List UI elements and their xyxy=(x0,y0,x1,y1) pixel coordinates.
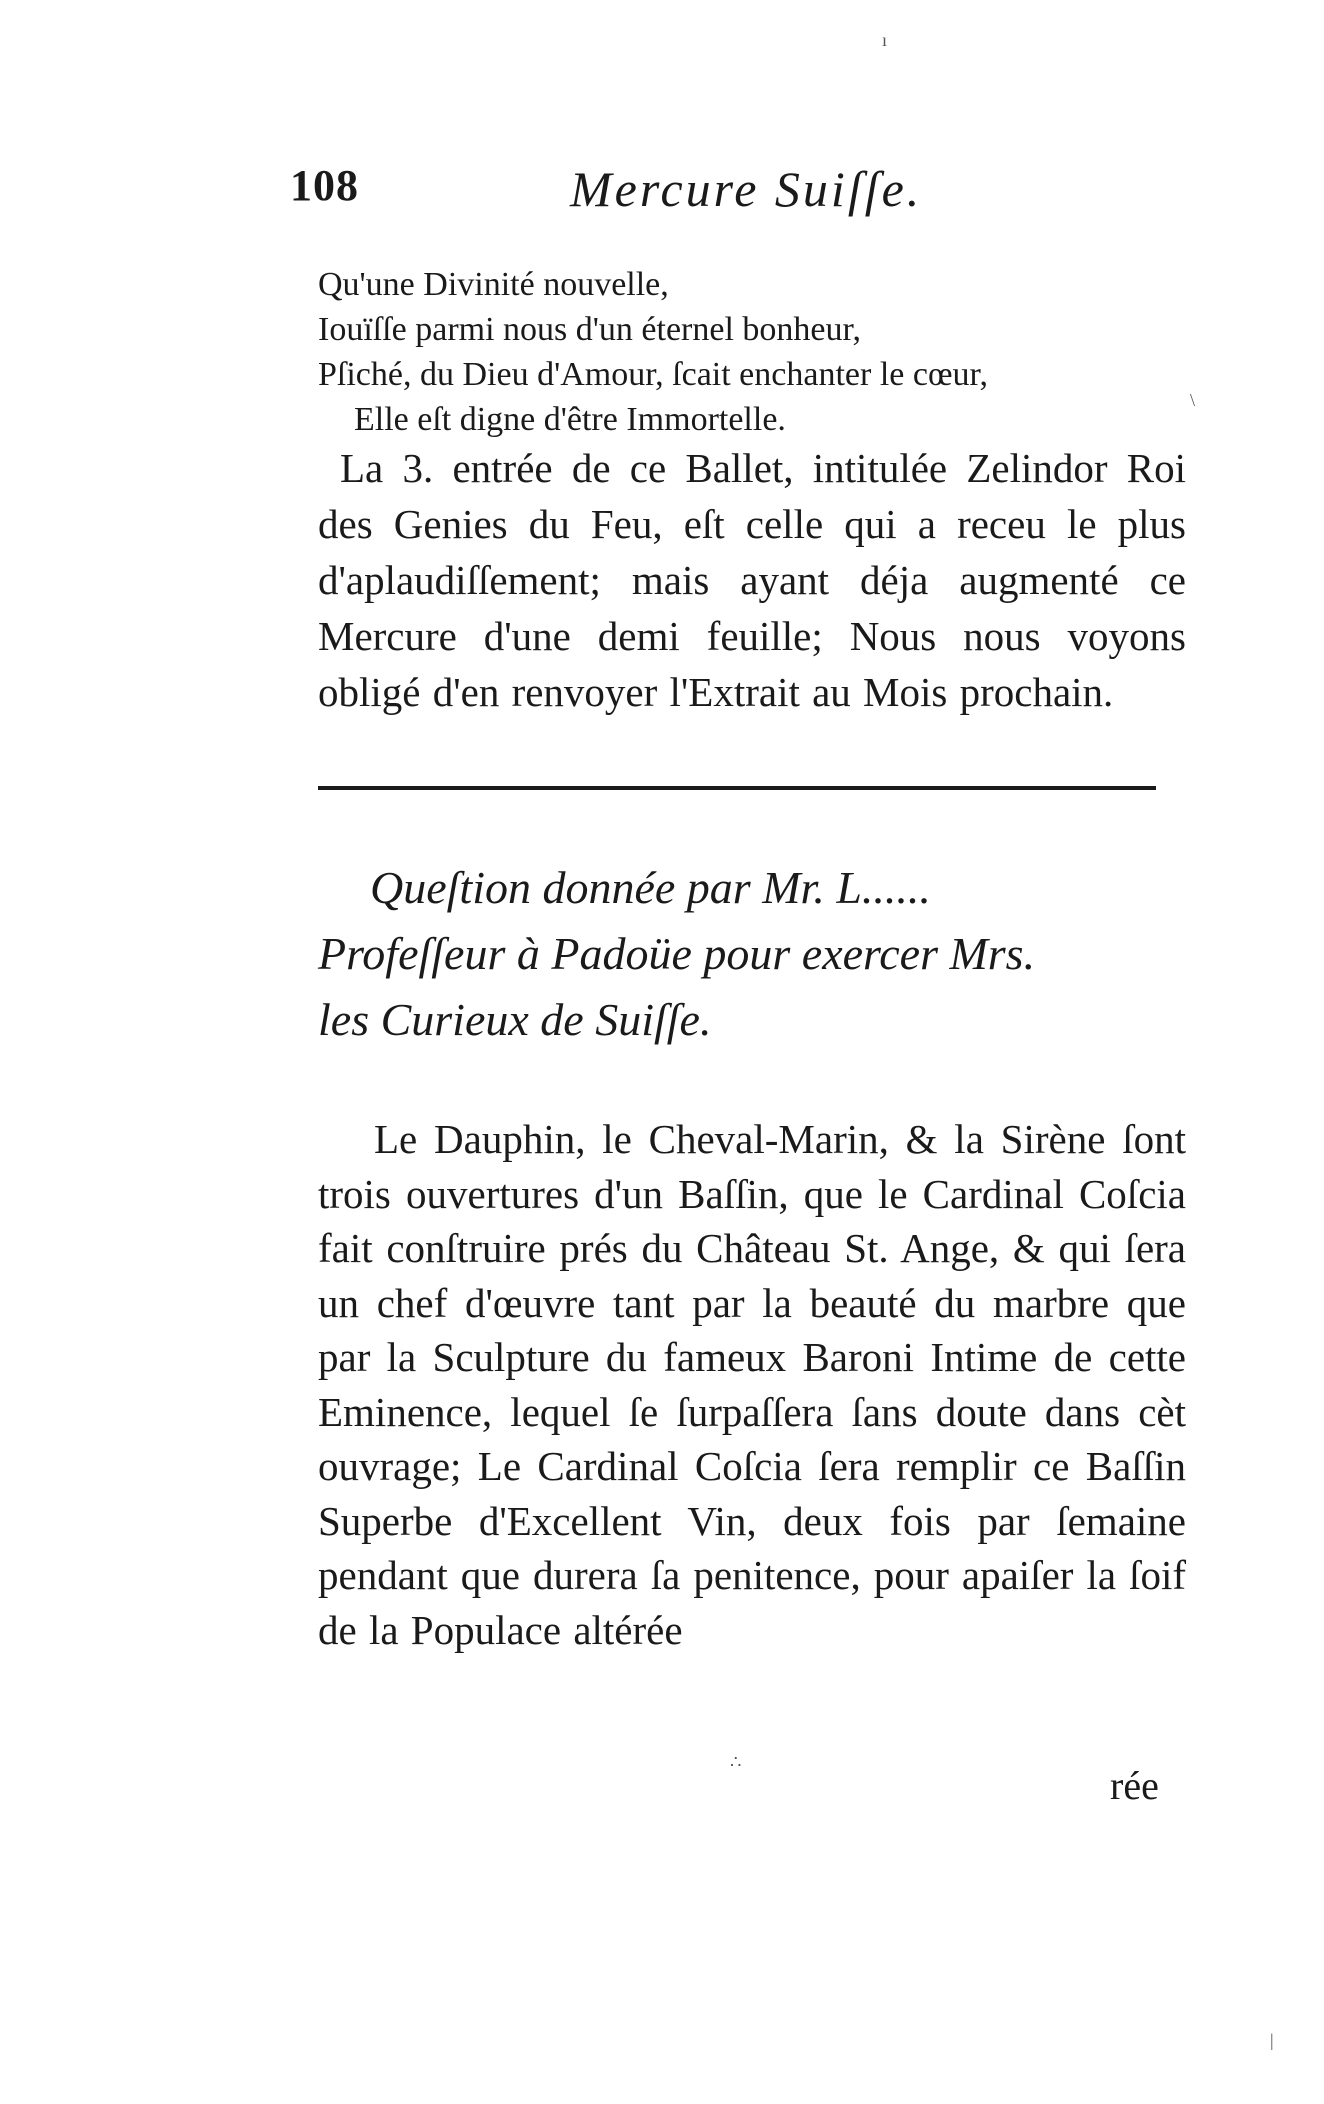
journal-title: Mercure Suiſſe. xyxy=(570,161,923,217)
verse-line: Elle eſt digne d'être Immortelle. xyxy=(354,401,786,438)
catchword: rée xyxy=(1110,1763,1159,1808)
verse-line: Qu'une Divinité nouvelle, xyxy=(318,266,669,303)
section-divider-rule xyxy=(318,786,1156,790)
ink-speck: \ xyxy=(1190,390,1196,410)
question-heading xyxy=(318,855,1198,1053)
paragraph-text: Le Dauphin, le Cheval-Marin, & la Sirène ſont trois ouvertures d'un Baſſin, que le Cardinal Coſcia fait conſtruire prés du Château St. Ange, & qui ſera un chef d'œuvre tant par la beauté du marbre que par la Sculpture du fameux Baroni Intime de cette Eminence, lequel ſe ſurpaſſera ſans doute dans cèt ouvrage; Le Cardinal Coſcia ſera remplir ce Baſſin Superbe d'Excellent Vin, deux fois par ſemaine pendant que durera ſa penitence, pour apaiſer la ſoif de la Populace altérée xyxy=(318,1116,1186,1653)
question-line: les Curieux de Suiſſe. xyxy=(318,994,712,1045)
ink-speck: | xyxy=(1270,2030,1274,2050)
ink-speck: ∴ xyxy=(730,1752,742,1772)
verse-stanza xyxy=(318,262,1198,442)
fountain-paragraph xyxy=(318,1112,1186,1657)
ink-speck: ı xyxy=(882,30,888,50)
ballet-paragraph xyxy=(318,440,1186,720)
running-head xyxy=(290,160,1050,230)
question-line: Queſtion donnée par Mr. L...... xyxy=(370,862,931,913)
question-line: Profeſſeur à Padoüe pour exercer Mrs. xyxy=(318,928,1036,979)
paragraph-text: La 3. entrée de ce Ballet, intitulée Zelindor Roi des Genies du Feu, eſt celle qui a receu le plus d'aplaudiſſement; mais ayant déja augmenté ce Mercure d'une demi feuille; Nous nous voyons obligé d'en renvoyer l'Extrait au Mois prochain. xyxy=(318,445,1186,715)
verse-line: Iouïſſe parmi nous d'un éternel bonheur, xyxy=(318,311,861,348)
verse-line: Pſiché, du Dieu d'Amour, ſcait enchanter le cœur, xyxy=(318,356,988,393)
page-number: 108 xyxy=(290,161,359,210)
